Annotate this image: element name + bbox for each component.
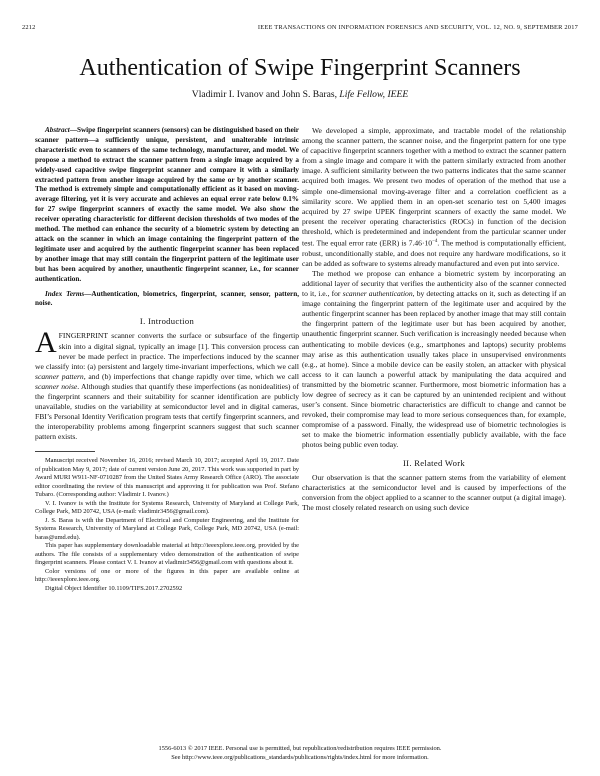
author-line: [0, 89, 600, 100]
paper-title: Authentication of Swipe Fingerprint Scanners: [79, 55, 521, 81]
footnote-author-ivanov: V. I. Ivanov is with the Institute for Systems Research, University of Maryland at College Park, College Park, MD 20742, USA (e-mail: vladimir3456@gmail.com).: [35, 499, 299, 516]
index-terms-label: Index Terms: [45, 289, 85, 298]
section-heading-introduction: I. Introduction: [139, 316, 195, 327]
abstract-label: Abstract: [45, 126, 70, 134]
index-terms-text: Authentication, biometrics, fingerprint, scanner, sensor, pattern, noise.: [35, 289, 299, 308]
footnote-doi: Digital Object Identifier 10.1109/TIFS.2017.2702592: [45, 584, 183, 592]
intro-paragraph: AFINGERPRINT scanner converts the surface or subsurface of the fingertip skin into a digital signal, typically an image [1]. This conversion process can never be made perfect in practice. The imperfections induced by the scanner we classify into: (a) persistent and largely time-invariant imperfections, which we call scanner pattern, and (b) imperfections that change rapidly over time, which we call scanner noise. Although studies that quantify these imperfections (as nonidealities) of the fingerprint scanners and their suitability for scanner identification are publicly unavailable, studies on the variability at semiconductor level and in digital cameras, FBI’s Personal Identity Verification program tests that certify fingerprint scanners, and the interoperability problems among fingerprint scanners suggest that such scanner pattern exists.: [35, 326, 299, 442]
abstract-text: Swipe fingerprint scanners (sensors) can be distinguished based on their scanner pattern—a sufficiently unique, persistent, and unalterable intrinsic characteristic even to scanners of the same technology, manufacturer, and model. We propose a method to extract the scanner pattern from a single image acquired by a widely-used capacitive swipe fingerprint scanner and compare it with a similarly extracted pattern from another image acquired by the same or by another scanner. The method is extremely simple and computationally efficient as it based on moving-average filtering, yet it is very accurate and achieves an equal error rate below 0.1% for 27 swipe fingerprint scanners of exactly the same model. We also show the receiver operating characteristic for different decision thresholds of two modes of the method. The method can enhance the security of a biometric system by detecting an attack on the scanner in which an image containing the fingerprint pattern of the legitimate user and acquired by the authentic fingerprint scanner has been replaced by another image that may still contain the fingerprint pattern of the legitimate user but has been acquired by another, unauthentic fingerprint scanner, i.e., for scanner authentication.: [35, 126, 299, 283]
left-column: [35, 126, 299, 593]
footnote-color: Color versions of one or more of the figures in this paper are available online at http://ieeexplore.ieee.org.: [35, 567, 299, 584]
footnote-rule: [35, 451, 95, 452]
page-number: 2212: [22, 24, 36, 31]
drop-cap: A: [35, 326, 57, 360]
footnote-supplementary: This paper has supplementary downloadable material at http://ieeexplore.ieee.org, provided by the authors. The file consists of a supplementary video demonstration of the authentication of swipe fingerprint scanners. Please contact V. I. Ivanov at vladimir3456@gmail.com with questions about it.: [35, 542, 299, 567]
journal-name: IEEE TRANSACTIONS ON INFORMATION FORENSICS AND SECURITY, VOL. 12, NO. 9, SEPTEMBER 2017: [257, 24, 578, 31]
copyright-footer: [0, 745, 600, 762]
author-names: Vladimir I. Ivanov and John S. Baras,: [191, 89, 337, 100]
model-paragraph: We developed a simple, approximate, and tractable model of the relationship among the scanner pattern, the scanner noise, and the fingerprint pattern for one type of capacitive fingerprint scanners together with a method to extract the scanner pattern from a single image and compare it with the pattern similarly extracted from another image. A sufficient similarity between the two patterns indicates that the same scanner acquired both images. We present two modes of operation of the method that use a simple one-dimensional moving-average filter and a correlation coefficient as a similarity score. We applied them in an open-set scenario test on 5,400 images acquired by 27 swipe UPEK fingerprint scanners of exactly the same model. We present the receiver operating characteristics (ROCs) in function of the decision threshold, which is predetermined and independent from the particular scanner under test. The equal error rate (ERR) is $7.46\cdot 10^{-4}$. The method is computationally efficient, robust, unconditionally stable, and does not require any hardware modifications, so it can be added as software to systems already manufactured and even put into service.: [302, 126, 566, 268]
section-heading-related-work: II. Related Work: [403, 457, 465, 468]
copyright-line: 1556-6013 © 2017 IEEE. Personal use is permitted, but republication/redistribution requires IEEE permission.: [158, 745, 442, 752]
rights-link: See http://www.ieee.org/publications_standards/publications/rights/index.html for more information.: [171, 753, 429, 761]
index-terms: Index Terms—Authentication, biometrics, fingerprint, scanner, sensor, pattern, noise.: [35, 289, 299, 308]
author-fellow: Life Fellow, IEEE: [339, 89, 409, 100]
abstract: Abstract—Swipe fingerprint scanners (sensors) can be distinguished based on their scanner pattern—a sufficiently unique, persistent, and unalterable intrinsic characteristic even to scanners of the same technology, manufacturer, and model. We propose a method to extract the scanner pattern from a single image acquired by a widely-used capacitive swipe fingerprint scanner and compare it with a similarly extracted pattern from another image acquired by the same or by another scanner. The method is extremely simple and computationally efficient as it based on moving-average filtering, yet it is very accurate and achieves an equal error rate below 0.1% for 27 swipe fingerprint scanners of exactly the same model. We also show the receiver operating characteristic for different decision thresholds of two modes of the method. The method can enhance the security of a biometric system by detecting an attack on the scanner in which an image containing the fingerprint pattern of the legitimate user and acquired by the authentic fingerprint scanner has been replaced by another image that may still contain the fingerprint pattern of the legitimate user but has been acquired by another, unauthentic fingerprint scanner, i.e., for scanner authentication.: [35, 126, 299, 283]
right-column: [302, 126, 566, 513]
footnote-author-baras: J. S. Baras is with the Department of Electrical and Computer Engineering, and the Institute for Systems Research, University of Maryland at College Park, College Park, MD 20742, USA (e-mail: baras@umd.edu).: [35, 516, 299, 541]
footnote-manuscript: Manuscript received November 16, 2016; revised March 10, 2017; accepted April 19, 2017. Date of publication May 9, 2017; date of current version June 20, 2017. This work was supported in part by Award MURI W911-NF-0710287 from the United States Army Research Office (ARO). The associate editor coordinating the review of this manuscript and approving it for publication was Prof. Stefano Tubaro. (Corresponding author: Vladimir I. Ivanov.): [35, 457, 299, 499]
related-work-paragraph: Our observation is that the scanner pattern stems from the variability of element characteristics at the semiconductor level and is caused by imperfections of the conversion from the object applied to a scanner to the scanner output (a digital image). The most closely related research on using such device: [302, 472, 566, 512]
security-paragraph: The method we propose can enhance a biometric system by incorporating an additional layer of security that verifies the authenticity also of the scanner connected to it, i.e., for scanner authentication, by detecting attacks on it, such as detecting if an image containing the fingerprint pattern of the legitimate user and acquired by the authentic fingerprint scanner has been replaced by another image that may still contain the fingerprint pattern of the legitimate user but has been acquired by another, unauthentic fingerprint scanner. Such verification is increasingly needed because when authenticating to mobile devices (e.g., smartphones and laptops) security problems may arise as this authentication usually takes place in unsupervised environments (e.g., at home). Since a mobile device can be easily stolen, an attacker with physical access to it can launch a powerful attack by manipulating the data acquired and transmitted by the biometric scanner. Furthermore, most biometric information has a low degree of secrecy as it can be captured by an unintended recipient and without user’s consent. Since biometric characteristics are difficult to change and cannot be revoked, their compromise may lead to more serious consequences than, for example, compromise of a password. Finally, the widespread use of biometric technologies is set to make the biometric information essentially publicly available, with the face photos being public even today.: [302, 268, 566, 450]
